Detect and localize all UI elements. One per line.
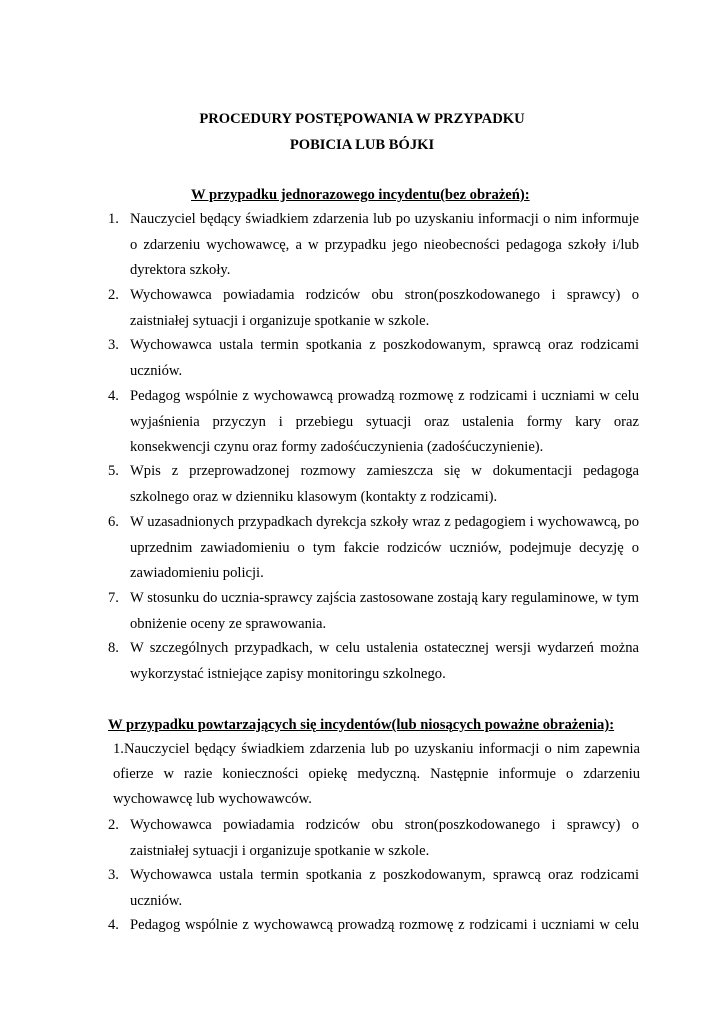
- section2-heading: W przypadku powtarzających się incydentów(lub niosących poważne obrażenia):: [108, 717, 615, 733]
- list-item: [108, 283, 639, 334]
- list-item: [108, 913, 639, 939]
- list-item-number: 7.: [108, 590, 119, 606]
- list-item-text: Wychowawca ustala termin spotkania z poszkodowanym, sprawcą oraz rodzicami uczniów.: [130, 337, 639, 379]
- list-item-number: 8.: [108, 640, 119, 656]
- section1-heading: W przypadku jednorazowego incydentu(bez obrażeń):: [191, 187, 530, 203]
- list-item-number: 3.: [108, 337, 119, 353]
- list-item-text: W stosunku do ucznia-sprawcy zajścia zastosowane zostają kary regulaminowe, w tym obniżenie oceny ze sprawowania.: [130, 590, 639, 632]
- list-item: [108, 333, 639, 384]
- document-title-line2: POBICIA LUB BÓJKI: [289, 137, 435, 153]
- list-item: [108, 586, 639, 637]
- list-item-text: Nauczyciel będący świadkiem zdarzenia lub po uzyskaniu informacji o nim informuje o zdarzeniu wychowawcę, a w przypadku jego nieobecności pedagoga szkoły i/lub dyrektora szkoły.: [130, 211, 639, 278]
- section2-intro-paragraph: 1.Nauczyciel będący świadkiem zdarzenia lub po uzyskaniu informacji o nim zapewnia ofierze w razie konieczności opiekę medyczną. Następnie informuje o zdarzeniu wychowawcę lub wychowawców.: [113, 741, 640, 807]
- list-item: [108, 813, 639, 864]
- list-item-text: Wychowawca powiadamia rodziców obu stron(poszkodowanego i sprawcy) o zaistniałej sytuacji i organizuje spotkanie w szkole.: [130, 817, 639, 859]
- list-item: [108, 207, 639, 284]
- list-item-number: 3.: [108, 867, 119, 883]
- document-title-line1: PROCEDURY POSTĘPOWANIA W PRZYPADKU: [199, 111, 525, 127]
- list-item-text: W uzasadnionych przypadkach dyrekcja szkoły wraz z pedagogiem i wychowawcą, po uprzednim zawiadomieniu o tym fakcie rodziców uczniów, podejmuje decyzję o zawiadomieniu policji.: [130, 514, 639, 581]
- list-item-text: Wpis z przeprowadzonej rozmowy zamieszcza się w dokumentacji pedagoga szkolnego oraz w dzienniku klasowym (kontakty z rodzicami).: [130, 463, 639, 505]
- list-item: [108, 384, 639, 461]
- list-item-number: 5.: [108, 463, 119, 479]
- list-item-text: Wychowawca ustala termin spotkania z poszkodowanym, sprawcą oraz rodzicami uczniów.: [130, 867, 639, 909]
- list-item: [108, 636, 639, 687]
- list-item-number: 2.: [108, 817, 119, 833]
- list-item-number: 4.: [108, 388, 119, 404]
- list-item-number: 6.: [108, 514, 119, 530]
- list-item-number: 2.: [108, 287, 119, 303]
- list-item-text: W szczególnych przypadkach, w celu ustalenia ostatecznej wersji wydarzeń można wykorzystać istniejące zapisy monitoringu szkolnego.: [130, 640, 639, 682]
- list-item-number: 1.: [108, 211, 119, 227]
- list-item: [108, 863, 639, 914]
- list-item: [108, 510, 639, 587]
- list-item-number: 4.: [108, 917, 119, 933]
- list-item-text: Wychowawca powiadamia rodziców obu stron(poszkodowanego i sprawcy) o zaistniałej sytuacji i organizuje spotkanie w szkole.: [130, 287, 639, 329]
- list-item: [108, 459, 639, 510]
- list-item-text: Pedagog wspólnie z wychowawcą prowadzą rozmowę z rodzicami i uczniami w celu wyjaśnienia przyczyn i przebiegu sytuacji oraz ustalenia formy kary oraz konsekwencji czynu oraz formy zadośćuczynienia (zadośćuczynienie).: [130, 388, 639, 455]
- list-item-text: Pedagog wspólnie z wychowawcą prowadzą rozmowę z rodzicami i uczniami w celu: [130, 917, 639, 933]
